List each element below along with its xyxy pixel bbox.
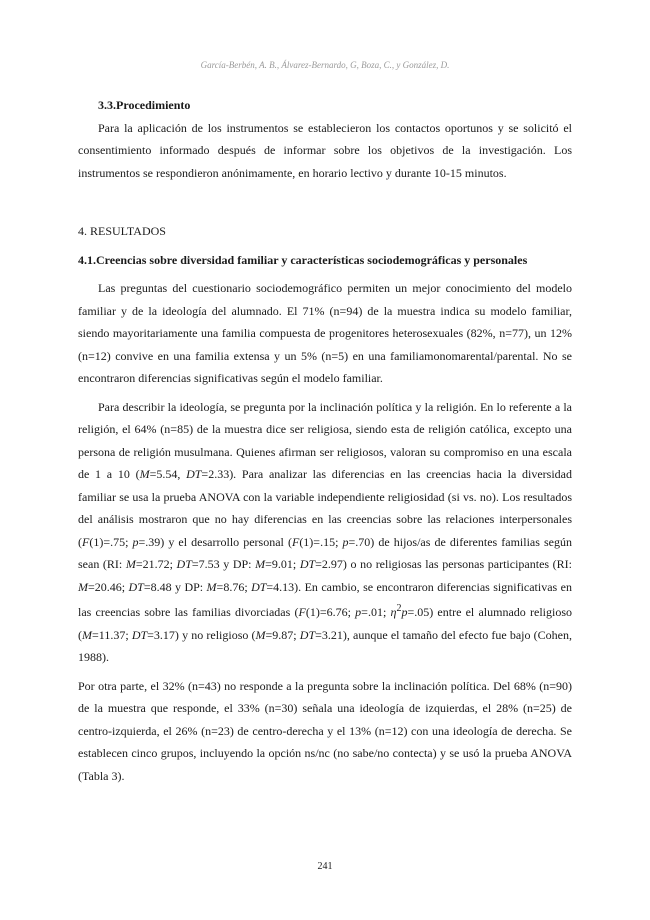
section-3-3-title: 3.3.Procedimiento (98, 98, 191, 112)
section-4-1-paragraph-1: Las preguntas del cuestionario sociodemográfico permiten un mejor conocimiento del modelo familiar y de la ideología del alumnado. El 71% (n=94) de la muestra indica su modelo familiar, siendo mayoritariamente una familia compuesta de progenitores heterosexuales (82%, n=77), un 12% (n=12) convive en una familia extensa y un 5% (n=5) en una familiamonomarental/parental. No se encontraron diferencias significativas según el modelo familiar. (78, 281, 572, 385)
section-3-3-paragraph: Para la aplicación de los instrumentos se establecieron los contactos oportunos y se solicitó el consentimiento informado después de informar sobre los objetivos de la investigación. Los instrumentos se respondieron anónimamente, en horario lectivo y durante 10-15 minutos. (78, 120, 572, 180)
page-number: 241 (317, 861, 333, 872)
section-4-1-paragraph-3: Por otra parte, el 32% (n=43) no responde a la pregunta sobre la inclinación política. Del 68% (n=90) de la muestra que responde, el 33% (n=30) señala una ideología de izquierdas, el 28% (n=25) de centro-izquierda, el 26% (n=23) de centro-derecha y el 13% (n=12) con una ideología de derecha. Se establecen cinco grupos, incluyendo la opción ns/nc (no sabe/no contecta) y se usó la prueba ANOVA (Tabla 3). (78, 678, 572, 783)
running-header: García-Berbén, A. B., Álvarez-Bernardo, G, Boza, C., y González, D. (200, 60, 450, 70)
section-4-title: 4. RESULTADOS (78, 224, 166, 238)
section-gap (78, 184, 572, 214)
page-body (78, 94, 572, 787)
section-4-1-paragraph-2: Para describir la ideología, se pregunta por la inclinación política y la religión. En lo referente a la religión, el 64% (n=85) de la muestra dice ser religiosa, siendo esta de religión católica, excepto una persona de religión musulmana. Quienes afirman ser religiosos, valoran su compromiso en una escala de 1 a 10 (M=5.54, DT=2.33). Para analizar las diferencias en las creencias hacia la diversidad familiar se usa la prueba ANOVA con la variable independiente religiosidad (si vs. no). Los resultados del análisis mostraron que no hay diferencias en las creencias sobre las relaciones interpersonales (F(1)=.75; p=.39) y el desarrollo personal (F(1)=.15; p=.70) de hijos/as de diferentes familias según sean (RI: M=21.72; DT=7.53 y DP: M=9.01; DT=2.97) o no religiosas las personas participantes (RI: M=20.46; DT=8.48 y DP: M=8.76; DT=4.13). En cambio, se encontraron diferencias significativas en las creencias sobre las familias divorciadas (F(1)=6.76; p=.01; $\eta^2p=.05$) entre el alumnado religioso (M=11.37; DT=3.17) y no religioso (M=9.87; DT=3.21), aunque el tamaño del efecto fue bajo (Cohen, 1988). (78, 399, 572, 664)
section-4-1-title: 4.1.Creencias sobre diversidad familiar y características sociodemográficas y personales (78, 252, 528, 267)
